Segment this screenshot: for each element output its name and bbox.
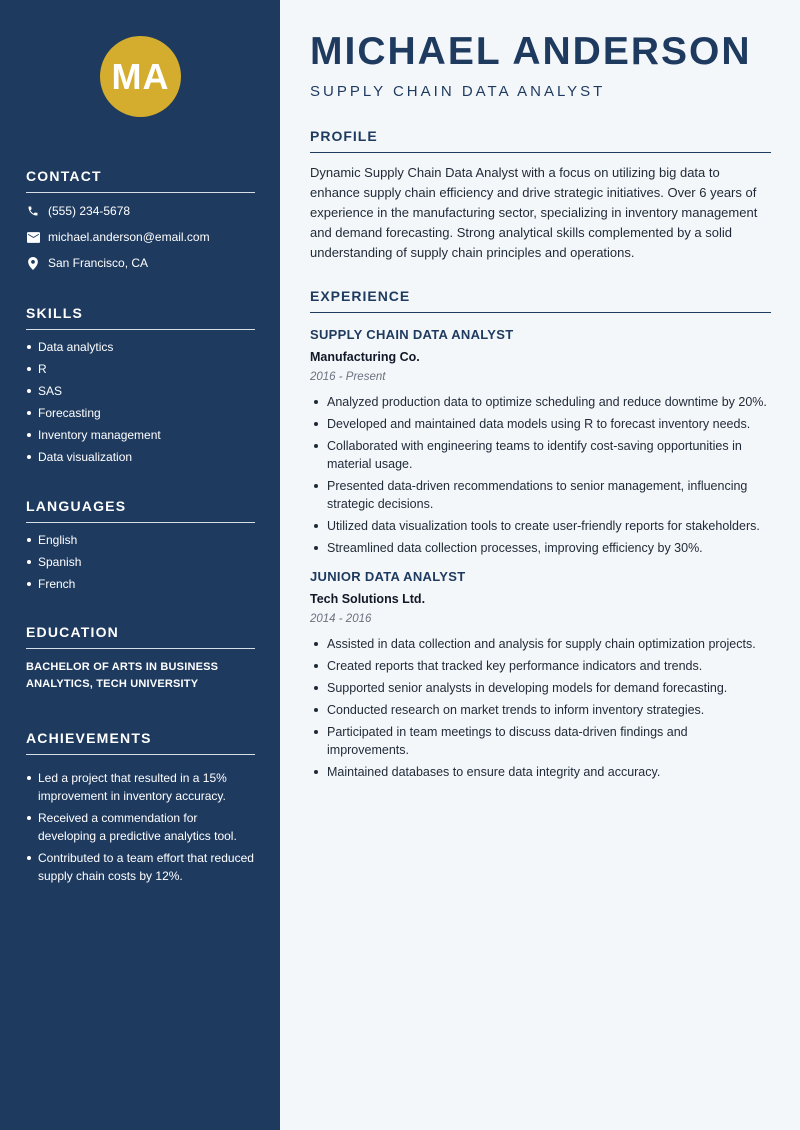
list-item: Data analytics: [26, 338, 255, 356]
list-item: SAS: [26, 382, 255, 400]
email-icon: [26, 230, 40, 244]
experience-section: [310, 288, 771, 785]
list-item: Data visualization: [26, 448, 255, 466]
list-item: Led a project that resulted in a 15% improvement in inventory accuracy.: [26, 769, 255, 805]
job-title: SUPPLY CHAIN DATA ANALYST: [310, 327, 514, 342]
achievements-section: [26, 730, 255, 889]
languages-section: [26, 498, 255, 597]
contact-location: [26, 250, 255, 276]
list-item: Developed and maintained data models using R to forecast inventory needs.: [310, 415, 771, 433]
list-item: Forecasting: [26, 404, 255, 422]
location-pin-icon: [26, 256, 40, 270]
sidebar: [0, 0, 280, 1130]
languages-list: [26, 531, 255, 593]
list-item: Collaborated with engineering teams to identify cost-saving opportunities in material usage.: [310, 437, 771, 473]
job-bullets: [310, 393, 771, 557]
job-entry: [310, 569, 771, 781]
contact-phone: [26, 198, 255, 224]
job-company: Tech Solutions Ltd.: [310, 592, 426, 606]
education-heading: EDUCATION: [26, 624, 255, 649]
achievements-list: [26, 769, 255, 885]
list-item: Presented data-driven recommendations to senior management, influencing strategic decisions.: [310, 477, 771, 513]
list-item: Supported senior analysts in developing models for demand forecasting.: [310, 679, 771, 697]
experience-heading: EXPERIENCE: [310, 288, 771, 313]
list-item: Received a commendation for developing a predictive analytics tool.: [26, 809, 255, 845]
job-title: JUNIOR DATA ANALYST: [310, 569, 466, 584]
job-bullets: [310, 635, 771, 781]
location-text: San Francisco, CA: [48, 256, 149, 270]
profile-section: [310, 128, 771, 263]
list-item: Streamlined data collection processes, improving efficiency by 30%.: [310, 539, 771, 557]
list-item: Maintained databases to ensure data integrity and accuracy.: [310, 763, 771, 781]
list-item: Utilized data visualization tools to create user-friendly reports for stakeholders.: [310, 517, 771, 535]
phone-icon: [26, 204, 40, 218]
profile-text: Dynamic Supply Chain Data Analyst with a focus on utilizing big data to enhance supply chain efficiency and drive strategic initiatives. Over 6 years of experience in the manufacturing sector, specializing in inventory management and demand forecasting. Strong analytical skills complemented by a solid understanding of supply chain principles and operations.: [310, 165, 758, 260]
contact-section: [26, 168, 255, 276]
skills-heading: SKILLS: [26, 305, 255, 330]
list-item: Contributed to a team effort that reduced supply chain costs by 12%.: [26, 849, 255, 885]
contact-heading: CONTACT: [26, 168, 255, 193]
list-item: Created reports that tracked key performance indicators and trends.: [310, 657, 771, 675]
email-text: michael.anderson@email.com: [48, 230, 210, 244]
job-dates: 2016 - Present: [310, 371, 386, 383]
list-item: French: [26, 575, 255, 593]
job-company: Manufacturing Co.: [310, 350, 420, 364]
achievements-heading: ACHIEVEMENTS: [26, 730, 255, 755]
education-section: [26, 624, 255, 693]
education-degree: BACHELOR OF ARTS IN BUSINESS ANALYTICS, TECH UNIVERSITY: [26, 661, 219, 690]
candidate-role: SUPPLY CHAIN DATA ANALYST: [310, 83, 606, 100]
list-item: Analyzed production data to optimize scheduling and reduce downtime by 20%.: [310, 393, 771, 411]
list-item: Spanish: [26, 553, 255, 571]
avatar-initials: MA: [100, 36, 181, 117]
job-dates: 2014 - 2016: [310, 613, 372, 625]
list-item: English: [26, 531, 255, 549]
languages-heading: LANGUAGES: [26, 498, 255, 523]
list-item: R: [26, 360, 255, 378]
contact-email: [26, 224, 255, 250]
profile-heading: PROFILE: [310, 128, 771, 153]
list-item: Inventory management: [26, 426, 255, 444]
job-entry: [310, 327, 771, 557]
list-item: Assisted in data collection and analysis for supply chain optimization projects.: [310, 635, 771, 653]
list-item: Participated in team meetings to discuss data-driven findings and improvements.: [310, 723, 771, 759]
list-item: Conducted research on market trends to inform inventory strategies.: [310, 701, 771, 719]
skills-section: [26, 305, 255, 470]
skills-list: [26, 338, 255, 466]
phone-text: (555) 234-5678: [48, 204, 131, 218]
candidate-name: MICHAEL ANDERSON: [310, 30, 752, 73]
